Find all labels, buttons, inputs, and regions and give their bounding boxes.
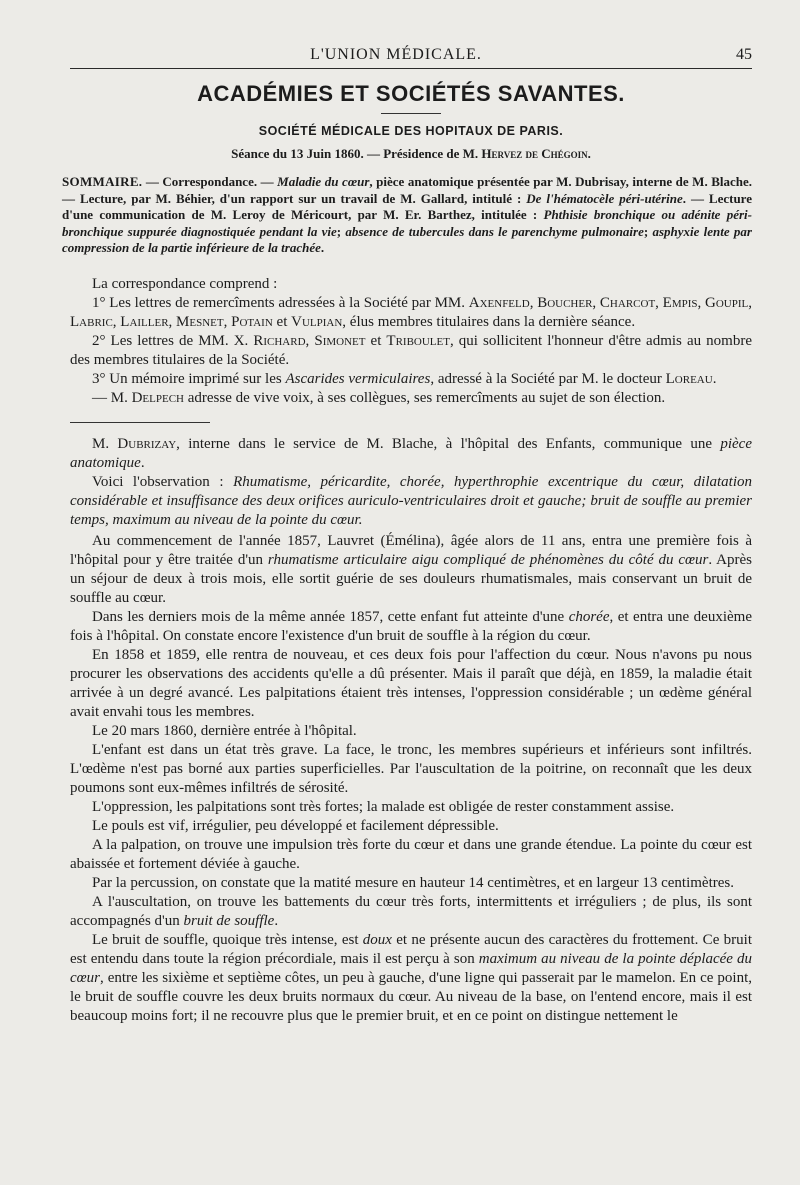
dubrizay-paragraph	[70, 435, 752, 473]
summary-text: — Correspondance. —	[142, 174, 278, 189]
paragraph-text: 1° Les lettres de remercîments adressées à la Société par MM.	[92, 294, 469, 311]
italic-term: pièce anatomique	[70, 435, 752, 471]
article-body	[70, 275, 752, 1026]
paragraph-text: Au commencement de l'année 1857, Lauvret (Émélina), âgée alors de 11 ans, entra une première fois à l'hôpital pour y être traitée d'un	[70, 532, 752, 568]
paragraph-text: Voici l'observation :	[92, 473, 234, 490]
paragraph-text: 3° Un mémoire imprimé sur les	[92, 370, 286, 387]
paragraph-text: , interne dans le service de M. Blache, à l'hôpital des Enfants, communique une	[176, 435, 721, 452]
paragraph-text: , adressé à la Société par M. le docteur	[430, 370, 666, 387]
society-heading: SOCIÉTÉ MÉDICALE DES HOPITAUX DE PARIS.	[258, 124, 564, 138]
observation-heading	[70, 473, 752, 530]
member-names: Richard, Simonet	[253, 332, 366, 349]
italic-term: rhumatisme articulaire aigu compliqué de phénomènes du côté du cœur	[267, 551, 709, 568]
paragraph-11	[70, 931, 752, 1026]
running-header	[70, 42, 752, 69]
paragraph-text: , élus membres titulaires dans la dernière séance.	[342, 313, 636, 330]
correspondence-item-2	[70, 332, 752, 370]
summary-text: , pièce anatomique présentée par M. Dubrisay, interne de M. Blache. — Lecture, par M. Béhier, d'un rapport sur un travail de M. Gallard, intitulé :	[62, 174, 753, 206]
observation-title: Rhumatisme, péricardite, chorée, hyperthrophie excentrique du cœur, dilatation considérable et insuffisance des deux orifices auriculo-ventriculaires droit et gauche; bruit de souffle au premier temps, maximum au niveau de la pointe du cœur.	[70, 473, 753, 528]
paragraph-text: et ne présente aucun des caractères du frottement. Ce bruit est entendu dans toute la région précordiale, mais il est perçu à son	[70, 931, 752, 967]
summary-italic: Maladie du cœur	[277, 174, 370, 189]
title-divider	[381, 113, 441, 114]
section-divider	[70, 422, 210, 423]
correspondence-intro: La correspondance comprend :	[92, 275, 278, 292]
session-suffix: .	[587, 146, 591, 161]
session-line	[70, 146, 752, 162]
paragraph-text: A l'auscultation, on trouve les battements du cœur très forts, intermittents et irréguliers ; de plus, ils sont accompagnés d'un	[70, 893, 752, 929]
paragraph-9: Par la percussion, on constate que la matité mesure en hauteur 14 centimètres, et en largeur 13 centimètres.	[92, 874, 734, 891]
paragraph-text: .	[140, 454, 145, 471]
italic-term: chorée	[568, 608, 610, 625]
paragraph-text: Dans les derniers mois de la même année 1857, cette enfant fut atteinte d'une	[92, 608, 569, 625]
member-names: Axenfeld, Boucher, Charcot, Empis, Goupil, Labric, Lailler, Mesnet, Potain	[70, 294, 752, 330]
italic-term: maximum au niveau de la pointe déplacée du cœur	[70, 950, 753, 986]
paragraph-text: adresse de vive voix, à ses collègues, ses remercîments au sujet de son élection.	[183, 389, 666, 406]
paragraph-3: En 1858 et 1859, elle rentra de nouveau, et ces deux fois pour l'affection du cœur. Nous n'avons pu nous procurer les observations des accidents qu'elle a dû présenter. Mais il paraît que déjà, en 1859, la maladie était arrivée à un degré avancé. Les palpitations étaient très intenses, l'oppression considérable ; un œdème général avait envahi tous les membres.	[70, 646, 752, 720]
summary-text: ;	[643, 223, 653, 239]
paragraph-10	[70, 893, 752, 931]
paragraph-text: , et entra une deuxième fois à l'hôpital. On constate encore l'existence d'un bruit de souffle à la région du cœur.	[70, 608, 752, 644]
running-title: L'UNION MÉDICALE.	[310, 46, 482, 63]
italic-term: bruit de souffle	[183, 912, 275, 929]
page-number: 45	[736, 46, 752, 63]
paragraph-8: A la palpation, on trouve une impulsion très forte du cœur et dans une grande étendue. La pointe du cœur est abaissée et fortement déviée à gauche.	[70, 836, 752, 872]
paragraph-text: .	[712, 370, 717, 387]
paragraph-text: M.	[92, 435, 118, 452]
paragraph-text: Le bruit de souffle, quoique très intense, est	[92, 931, 363, 948]
session-prefix: Séance du 13 Juin 1860. — Présidence de M.	[231, 146, 482, 161]
correspondence-item-1	[70, 294, 752, 332]
presenter-name: Dubrizay	[117, 435, 177, 452]
summary-block	[62, 174, 752, 257]
paragraph-text: . Après un séjour de deux à trois mois, elle sortit guérie de ses douleurs rhumatismales, mais conservant un bruit de souffle au cœur.	[70, 551, 752, 606]
president-name: Hervez de Chégoin	[481, 146, 588, 161]
paragraph-5: L'enfant est dans un état très grave. La face, le tronc, les membres supérieurs et inférieurs sont infiltrés. L'œdème n'est pas borné aux parties superficielles. Par l'auscultation de la poitrine, on reconnaît que les deux poumons sont eux-mêmes infiltrés de sérosité.	[70, 741, 752, 796]
author-name: Loreau	[665, 370, 713, 387]
correspondence-item-3	[70, 370, 752, 389]
paragraph-text: et	[365, 332, 387, 349]
paragraph-text: .	[274, 912, 279, 929]
member-name: Triboulet	[386, 332, 450, 349]
summary-italic: De l'hématocèle péri-utérine	[526, 190, 683, 206]
member-name: Vulpian	[291, 313, 343, 330]
summary-italic: asphyxie lente par compression de la partie inférieure de la trachée	[62, 223, 752, 255]
paragraph-4: Le 20 mars 1860, dernière entrée à l'hôpital.	[92, 722, 357, 739]
summary-italic: Phthisie bronchique ou adénite péri-bronchique suppurée diagnostiquée pendant la vie	[62, 207, 752, 239]
member-name: Delpech	[131, 389, 184, 406]
paragraph-text: et	[272, 313, 292, 330]
paragraph-text: — M.	[92, 389, 132, 406]
paragraph-text: 2° Les lettres de MM. X.	[92, 332, 254, 349]
summary-text: . — Lecture d'une communication de M. Leroy de Méricourt, par M. Er. Barthez, intitulée :	[62, 190, 752, 222]
section-title: ACADÉMIES ET SOCIÉTÉS SAVANTES.	[197, 81, 625, 106]
paragraph-6: L'oppression, les palpitations sont très fortes; la malade est obligée de rester constamment assise.	[92, 798, 675, 815]
paragraph-text: , entre les sixième et septième côtes, un peu à gauche, d'une ligne qui passerait par le mamelon. En ce point, le bruit de souffle couvre les deux bruits normaux du cœur. Au niveau de la base, on l'entend encore, mais il est beaucoup moins fort; il ne recouvre plus que le premier bruit, et en ce point on distingue nettement le	[70, 969, 752, 1024]
paragraph-1	[70, 532, 752, 608]
italic-term: doux	[362, 931, 392, 948]
paragraph-2	[70, 608, 752, 646]
memoir-title: Ascarides vermiculaires	[285, 370, 431, 387]
summary-italic: absence de tubercules dans le parenchyme pulmonaire	[345, 223, 644, 239]
summary-label: SOMMAIRE.	[62, 174, 143, 189]
summary-text: .	[320, 240, 325, 255]
summary-text: ;	[336, 223, 346, 239]
paragraph-7: Le pouls est vif, irrégulier, peu développé et facilement dépressible.	[92, 817, 499, 834]
paragraph-text: , qui sollicitent l'honneur d'être admis au nombre des membres titulaires de la Société.	[70, 332, 752, 368]
correspondence-item-4	[70, 389, 752, 408]
